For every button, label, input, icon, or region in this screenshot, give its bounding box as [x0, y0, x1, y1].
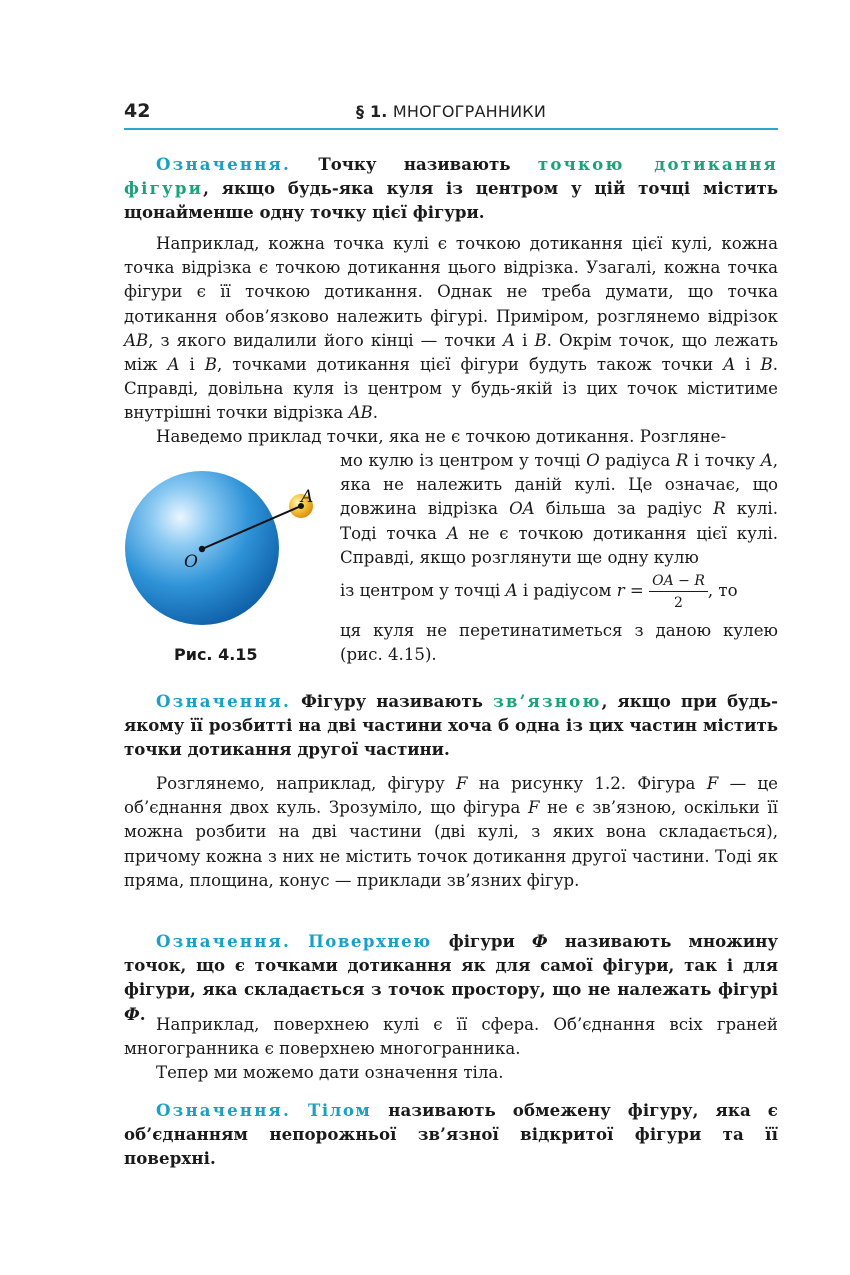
text-run: A: [167, 355, 180, 375]
text-run: фігури: [448, 931, 515, 951]
fraction-numerator: OA − R: [649, 573, 708, 592]
definition-keyword: Означення.: [156, 1100, 291, 1120]
text-run: . Справді, довільна куля із центром у будь-якій із цих точок міститиме внутрішні точки відрізка: [124, 355, 779, 423]
text-run: Ф: [531, 931, 548, 951]
paragraph-surface-example: Наприклад, поверхнею кулі є її сфера. Об’єднання всіх граней многогранника є поверхнею многогранника.: [124, 1015, 778, 1059]
section-name: МНОГОГРАННИКИ: [392, 102, 546, 121]
page-header: [124, 100, 778, 128]
figure-caption: Рис. 4.15: [174, 645, 258, 664]
text-run: R: [675, 451, 689, 470]
text-run: із центром у точці: [340, 581, 506, 600]
text-run: Фігуру називають: [301, 691, 483, 711]
paragraph-transition: Тепер ми можемо дати означення тіла.: [156, 1063, 504, 1082]
defined-term: точкою дотикання фігури: [124, 154, 778, 199]
text-run: AB: [348, 403, 373, 423]
radius-variable: r: [616, 581, 625, 600]
text-run: — це об’єднання двох куль. Зрозуміло, що фігура: [124, 774, 778, 818]
text-run: Розглянемо, наприклад, фігуру: [156, 774, 457, 793]
text-run: , то: [707, 581, 738, 600]
text-run: OA: [509, 499, 535, 519]
paragraph-non-touch-body: [340, 449, 778, 570]
paragraph-connected-example: [124, 772, 778, 893]
defined-term: Тілом: [307, 1100, 372, 1120]
text-run: A: [505, 581, 518, 600]
text-run: і радіусом: [517, 581, 617, 600]
text-run: . Окрім точок, що лежать між: [124, 330, 778, 375]
formula-conclusion: ця куля не перетинатиметься з даною кулею (рис. 4.15).: [340, 621, 778, 665]
text-run: і: [179, 355, 205, 375]
label-o: O: [184, 552, 198, 572]
text-run: B: [204, 355, 217, 375]
text-run: =: [624, 581, 650, 600]
text-run: AB: [124, 330, 149, 350]
text-run: F: [528, 798, 540, 818]
text-run: радіуса: [599, 451, 676, 470]
definition-keyword: Означення.: [156, 691, 291, 711]
text-run: називають множину точок, що є точками дотикання як для самої фігури, так і для фігури, яка складається з точок простору, що не належать фігурі: [124, 931, 778, 1000]
defined-term: Поверхнею: [308, 931, 432, 951]
text-run: A: [503, 330, 515, 350]
definition-keyword: Означення.: [156, 931, 291, 951]
text-run: .: [139, 1003, 146, 1024]
text-run: і точку: [688, 451, 761, 470]
formula-line: [340, 571, 778, 611]
radius-fraction: [649, 573, 708, 611]
header-divider: [124, 128, 778, 130]
text-run: Ф: [124, 1003, 140, 1024]
text-run: і: [735, 355, 761, 375]
text-run: і: [514, 330, 535, 350]
section-title: [356, 102, 546, 121]
paragraph-example-segment: [124, 232, 778, 426]
text-run: A: [723, 355, 736, 375]
text-run: .: [372, 403, 379, 423]
paragraph-non-touch-lead: Наведемо приклад точки, яка не є точкою дотикання. Розгляне-: [156, 427, 727, 446]
text-run: , з якого видалили його кінці — точки: [148, 330, 503, 350]
definition-body: [124, 1098, 778, 1171]
text-run: більша за радіус: [534, 499, 714, 519]
text-run: , якщо при будь-якому її розбитті на дві частини хоча б одна із цих частин містить точки дотикання другої частини.: [124, 691, 778, 760]
text-run: , якщо будь-яка куля із центром у цій точці містить щонайменше одну точку цієї фігури.: [124, 178, 778, 223]
text-run: кулі. Тоді точка: [340, 499, 778, 543]
text-run: B: [760, 355, 773, 375]
text-run: F: [456, 774, 468, 793]
label-a: A: [301, 487, 314, 507]
sphere-diagram: [118, 460, 328, 650]
text-run: B: [534, 330, 547, 350]
defined-term: зв’язною: [493, 691, 602, 711]
text-run: F: [706, 774, 719, 793]
text-run: Наприклад, кожна точка кулі є точкою дотикання цієї кулі, кожна точка відрізка є точкою дотикання цього відрізка. Узагалі, кожна точка фігури є її точкою дотикання. Однак не треба думати, що точка дотикання обов’язково належить фігурі. Приміром, розглянемо відрізок: [124, 234, 778, 326]
text-run: , точками дотикання цієї фігури будуть також точки: [217, 355, 724, 375]
text-run: A: [446, 523, 459, 543]
text-run: Точку називають: [318, 154, 511, 174]
text-run: O: [586, 451, 600, 470]
text-run: не є точкою дотикання цієї кулі. Справді, якщо розглянути ще одну кулю: [340, 523, 778, 567]
text-run: мо кулю із центром у точці: [340, 451, 587, 470]
fraction-denominator: 2: [674, 594, 683, 611]
center-point-o: [199, 546, 205, 552]
definition-connected: [124, 689, 778, 762]
page-number: 42: [124, 100, 151, 122]
definition-keyword: Означення.: [156, 154, 291, 174]
text-run: на рисунку 1.2. Фігура: [467, 774, 707, 793]
text-run: A: [760, 451, 773, 470]
definition-touch-point: [124, 152, 778, 225]
text-run: R: [713, 499, 726, 519]
definition-surface: [124, 929, 778, 1026]
text-run: не є зв’язною, оскільки її можна розбити на дві частини (дві кулі, з яких вона складається), причому кожна з них не містить точок дотикання другої частини. Тоді як пряма, площина, конус — приклади зв’язних фігур.: [124, 798, 778, 890]
section-label: § 1.: [356, 102, 388, 121]
text-run: називають обмежену фігуру, яка є об’єднанням непорожньої зв’язної відкритої фігури та її поверхні.: [124, 1100, 778, 1169]
text-run: , яка не належить даній кулі. Це означає, що довжина відрізка: [340, 451, 778, 519]
